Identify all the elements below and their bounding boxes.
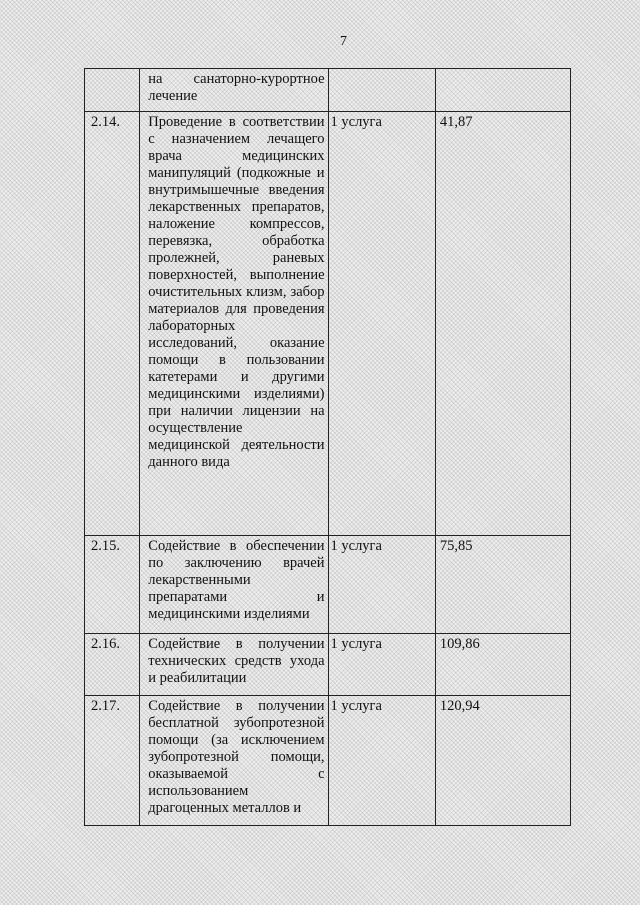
service-name: Содействие в обеспечении по заключению врачей лекарственными препаратами и медицинскими изделиями	[140, 536, 328, 634]
table-row	[85, 69, 571, 112]
service-price: 109,86	[435, 634, 570, 696]
service-price	[435, 69, 570, 112]
service-unit	[328, 69, 435, 112]
service-name: Содействие в получении технических средств ухода и реабилитации	[140, 634, 328, 696]
row-number: 2.16.	[85, 634, 140, 696]
row-number: 2.17.	[85, 696, 140, 826]
service-unit: 1 услуга	[328, 536, 435, 634]
table-row	[85, 696, 571, 826]
table-row	[85, 112, 571, 536]
services-price-table	[84, 68, 571, 826]
row-number: 2.14.	[85, 112, 140, 536]
service-price: 41,87	[435, 112, 570, 536]
service-price: 120,94	[435, 696, 570, 826]
service-price: 75,85	[435, 536, 570, 634]
service-unit: 1 услуга	[328, 112, 435, 536]
table-row	[85, 536, 571, 634]
row-number: 2.15.	[85, 536, 140, 634]
service-unit: 1 услуга	[328, 634, 435, 696]
table-row	[85, 634, 571, 696]
service-name: на санаторно-курортное лечение	[140, 69, 328, 112]
row-number	[85, 69, 140, 112]
page-number: 7	[340, 34, 347, 49]
service-name: Содействие в получении бесплатной зубопротезной помощи (за исключением зубопротезной помощи, оказываемой с использованием драгоценных металлов и	[140, 696, 328, 826]
service-unit: 1 услуга	[328, 696, 435, 826]
service-name: Проведение в соответствии с назначением лечащего врача медицинских манипуляций (подкожные и внутримышечные введения лекарственных препаратов, наложение компрессов, перевязка, обработка пролежней, раневых поверхностей, выполнение очистительных клизм, забор материалов для проведения лабораторных исследований, оказание помощи в пользовании катетерами и другими медицинскими изделиями) при наличии лицензии на осуществление медицинской деятельности данного вида	[140, 112, 328, 536]
